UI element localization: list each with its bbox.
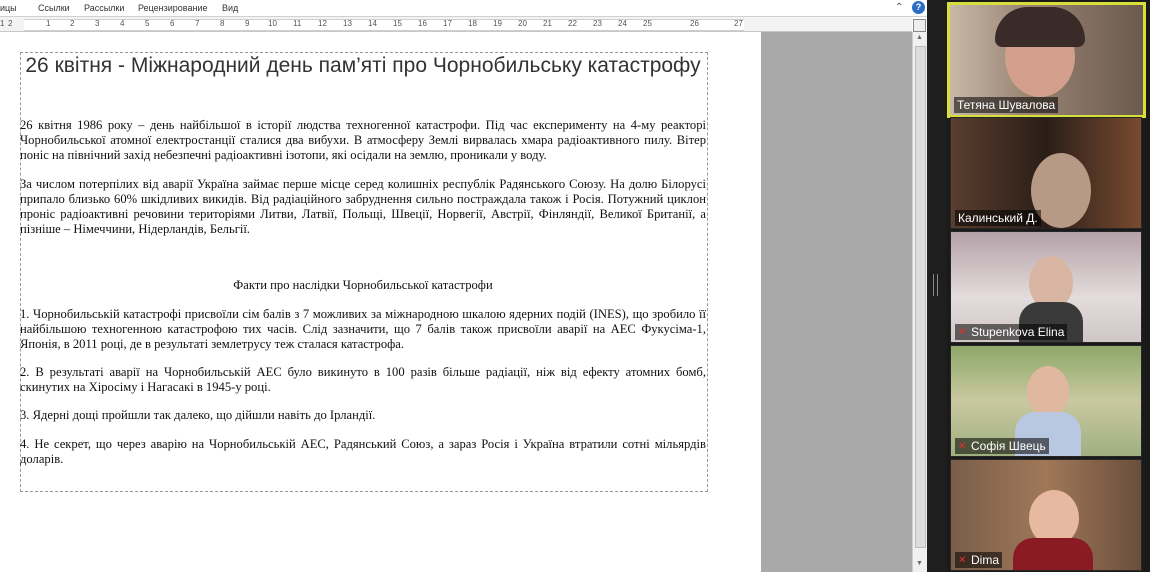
scroll-up-icon[interactable]: ▲ bbox=[916, 34, 923, 41]
ruler-number: 26 bbox=[690, 19, 699, 28]
ruler-number: 10 bbox=[268, 19, 277, 28]
participant-body bbox=[1013, 538, 1093, 570]
ruler-number: 7 bbox=[195, 19, 200, 28]
ruler-number: 21 bbox=[543, 19, 552, 28]
scrollbar-thumb[interactable] bbox=[915, 46, 926, 548]
ruler-number: 5 bbox=[145, 19, 150, 28]
participant-name: ✕ Stupenkova Elina bbox=[955, 324, 1067, 340]
ruler-number: 17 bbox=[443, 19, 452, 28]
paragraph-1: 26 квітня 1986 року – день найбільшої в історії людства техногенної катастрофи. Під час експерименту на 4-му реакторі Чорнобильської атомної електростанції сталися два вибухи. В атмосферу Землі вирвалась хмара радіоактивного пилу. Вітер поніс на північний захід небезпечні радіоактивні ізотопи, які осідали на землю, проникали у воду. bbox=[20, 118, 706, 162]
participant-tile-4[interactable] bbox=[950, 345, 1142, 457]
ribbon-tabs bbox=[0, 0, 930, 17]
ruler-number: 6 bbox=[170, 19, 175, 28]
ruler-number: 27 bbox=[734, 19, 743, 28]
ruler-number: 11 bbox=[293, 19, 302, 28]
ruler-number: 16 bbox=[418, 19, 427, 28]
participant-tile-2[interactable] bbox=[950, 117, 1142, 229]
ruler-number: 15 bbox=[393, 19, 402, 28]
participant-tile-5[interactable] bbox=[950, 459, 1142, 571]
horizontal-ruler[interactable] bbox=[0, 17, 912, 32]
tab-tables[interactable]: ицы bbox=[0, 3, 17, 13]
ruler-number: 22 bbox=[568, 19, 577, 28]
participant-name: ✕ Dima bbox=[955, 552, 1002, 568]
divider-handle-icon[interactable] bbox=[933, 274, 938, 296]
mic-muted-icon: ✕ bbox=[958, 554, 967, 566]
ruler-number: 23 bbox=[593, 19, 602, 28]
participant-hair bbox=[995, 7, 1085, 47]
document-area bbox=[0, 32, 912, 572]
help-icon[interactable]: ? bbox=[912, 1, 925, 14]
ruler-number: 3 bbox=[95, 19, 100, 28]
ruler-number: 1 bbox=[46, 19, 51, 28]
ruler-number: 18 bbox=[468, 19, 477, 28]
ruler-number: 1 bbox=[0, 19, 5, 28]
ruler-number: 25 bbox=[643, 19, 652, 28]
ruler-number: 2 bbox=[8, 19, 13, 28]
fact-3: 3. Ядерні дощі пройшли так далеко, що дійшли навіть до Ірландії. bbox=[20, 408, 376, 422]
ruler-text-area bbox=[24, 19, 744, 31]
facts-heading: Факти про наслідки Чорнобильської катастрофи bbox=[233, 278, 493, 292]
paragraph-2: За числом потерпілих від аварії Україна займає перше місце серед колишніх республік Радянського Союзу. На долю Білорусі припало близько 60% шкідливих викидів. Від радіаційного забруднення сильно постраждала також і Росія. Потужний циклон проніс радіоактивні речовини територіями Литви, Латвії, Польщі, Швеції, Норвегії, Австрії, Фінляндії, Великої Британії, а пізніше – Німеччини, Нідерландів, Бельгії. bbox=[20, 177, 706, 236]
fact-2: 2. В результаті аварії на Чорнобильській АЕС було викинуто в 100 разів більше радіації, ніж від ефекту атомних бомб, скинутих на Хіросіму і Нагасакі в 1945-у році. bbox=[20, 365, 706, 394]
scroll-down-icon[interactable]: ▼ bbox=[916, 560, 923, 567]
ruler-number: 8 bbox=[220, 19, 225, 28]
participant-name: ✕ Софія Швець bbox=[955, 438, 1049, 454]
ruler-number: 2 bbox=[70, 19, 75, 28]
video-gallery-panel bbox=[947, 0, 1150, 572]
ruler-number: 4 bbox=[120, 19, 125, 28]
fact-4: 4. Не секрет, що через аварію на Чорнобильській АЕС, Радянський Союз, а зараз Росія і Україна втратили сотні мільярдів доларів. bbox=[20, 437, 706, 466]
mic-muted-icon: ✕ bbox=[958, 326, 967, 338]
participant-name: Калинський Д. bbox=[955, 210, 1041, 226]
mic-muted-icon: ✕ bbox=[958, 440, 967, 452]
participant-name: Тетяна Шувалова bbox=[954, 97, 1058, 113]
vertical-scrollbar[interactable] bbox=[912, 32, 927, 572]
ruler-toggle-icon[interactable] bbox=[913, 19, 926, 32]
tab-view[interactable]: Вид bbox=[222, 3, 239, 13]
ruler-number: 20 bbox=[518, 19, 527, 28]
tab-review[interactable]: Рецензирование bbox=[138, 3, 208, 13]
document-page[interactable] bbox=[0, 32, 761, 572]
tab-references[interactable]: Ссылки bbox=[38, 3, 70, 13]
participant-tile-3[interactable] bbox=[950, 231, 1142, 343]
tab-mailings[interactable]: Рассылки bbox=[84, 3, 125, 13]
minimize-ribbon-icon[interactable]: ⌃ bbox=[895, 2, 904, 13]
participant-face bbox=[1027, 366, 1069, 418]
ruler-number: 9 bbox=[245, 19, 250, 28]
ruler-number: 14 bbox=[368, 19, 377, 28]
participant-tile-1[interactable] bbox=[947, 2, 1146, 118]
ruler-number: 24 bbox=[618, 19, 627, 28]
ruler-number: 19 bbox=[493, 19, 502, 28]
ruler-number: 12 bbox=[318, 19, 327, 28]
fact-1: 1. Чорнобильській катастрофі присвоїли сім балів з 7 можливих за міжнародною шкалою ядерних подій (INES), що зробило її найбільшою техногенною катастрофою тих часів. Слід зазначити, що 7 балів також присвоїли аварії на АЕС Фукусіма-1, Японія, в 2011 році, де в результаті землетрусу теж сталася катастрофа. bbox=[20, 307, 706, 351]
ruler-number: 13 bbox=[343, 19, 352, 28]
page-title: 26 квітня - Міжнародний день пам’яті про Чорнобильську катастрофу bbox=[25, 54, 701, 77]
